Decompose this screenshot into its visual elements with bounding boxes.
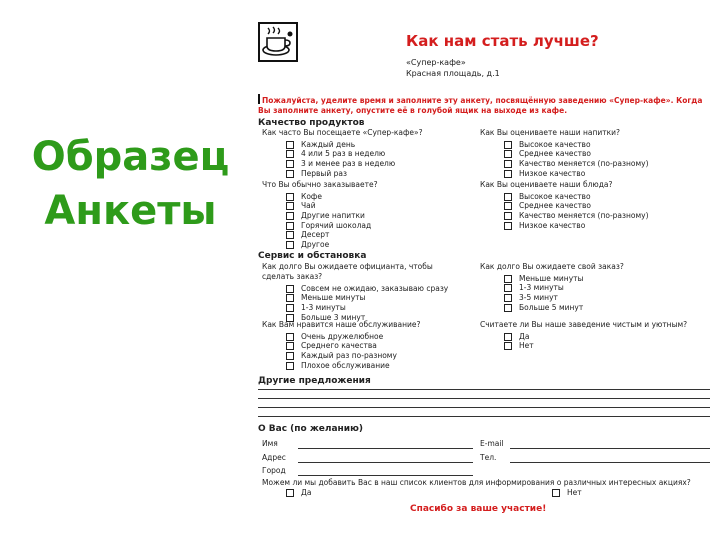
option[interactable]: 4 или 5 раз в неделю [262, 150, 477, 160]
option[interactable]: Каждый раз по-разному [262, 351, 477, 361]
consent-no-option[interactable]: Нет [552, 488, 582, 498]
checkbox[interactable] [286, 212, 294, 220]
question-text: Что Вы обычно заказываете? [262, 180, 378, 189]
form-title: Как нам стать лучше? [406, 32, 599, 50]
checkbox[interactable] [286, 170, 294, 178]
question-food-rating [480, 180, 695, 230]
option[interactable]: Меньше минуты [262, 294, 477, 304]
phone-field[interactable] [510, 462, 710, 463]
checkbox[interactable] [286, 342, 294, 350]
checkbox[interactable] [286, 362, 294, 370]
option[interactable]: Больше 3 минут [262, 313, 477, 323]
consent-yes-option[interactable]: Да [286, 488, 311, 498]
question-drinks-rating [480, 128, 695, 178]
question-text: Как долго Вы ожидаете официанта, чтобы [262, 262, 433, 271]
option[interactable]: Среднее качество [480, 202, 695, 212]
option[interactable]: 3 и менее раз в неделю [262, 159, 477, 169]
checkbox[interactable] [286, 222, 294, 230]
survey-form [248, 14, 713, 534]
city-label: Город [262, 466, 286, 475]
option[interactable]: Нет [480, 342, 695, 352]
checkbox[interactable] [504, 141, 512, 149]
option[interactable]: Другие напитки [262, 211, 477, 221]
question-text: Как долго Вы ожидаете свой заказ? [480, 262, 624, 271]
intro-text [258, 94, 708, 116]
checkbox[interactable] [504, 170, 512, 178]
checkbox[interactable] [286, 333, 294, 341]
checkbox[interactable] [286, 241, 294, 249]
section-service: Сервис и обстановка [258, 251, 367, 261]
section-about-you: О Вас (по желанию) [258, 424, 363, 434]
question-visit-frequency [262, 128, 477, 178]
cafe-name: «Супер-кафе» [406, 58, 466, 67]
suggestion-line[interactable] [258, 389, 710, 390]
checkbox[interactable] [286, 285, 294, 293]
option[interactable]: Чай [262, 202, 477, 212]
coffee-cup-logo-icon [258, 22, 298, 62]
address-label: Адрес [262, 453, 286, 462]
option[interactable]: Да [480, 332, 695, 342]
email-label: E-mail [480, 439, 504, 448]
question-text: Как Вы оцениваете наши блюда? [480, 180, 613, 189]
option[interactable]: Среднее качество [480, 150, 695, 160]
email-field[interactable] [510, 448, 710, 449]
checkbox[interactable] [552, 489, 560, 497]
option[interactable]: Совсем не ожидаю, заказываю сразу [262, 284, 477, 294]
checkbox[interactable] [504, 202, 512, 210]
checkbox[interactable] [286, 160, 294, 168]
option[interactable]: Низкое качество [480, 169, 695, 179]
checkbox[interactable] [504, 222, 512, 230]
thanks-message: Спасибо за ваше участие! [410, 504, 547, 514]
option[interactable]: Низкое качество [480, 221, 695, 231]
name-field[interactable] [298, 448, 473, 449]
checkbox[interactable] [504, 193, 512, 201]
option[interactable]: Очень дружелюбное [262, 332, 477, 342]
section-product-quality: Качество продуктов [258, 118, 365, 128]
question-waiter-wait [262, 262, 477, 322]
checkbox[interactable] [286, 141, 294, 149]
checkbox[interactable] [286, 489, 294, 497]
cafe-address: Красная площадь, д.1 [406, 69, 500, 78]
checkbox[interactable] [504, 284, 512, 292]
question-text: Как Вы оцениваете наши напитки? [480, 128, 621, 137]
checkbox[interactable] [504, 275, 512, 283]
option[interactable]: 3-5 минут [480, 293, 695, 303]
option[interactable]: Среднего качества [262, 342, 477, 352]
option[interactable]: Горячий шоколад [262, 221, 477, 231]
option[interactable]: Плохое обслуживание [262, 361, 477, 371]
checkbox[interactable] [286, 150, 294, 158]
option[interactable]: Кофе [262, 192, 477, 202]
city-field[interactable] [298, 475, 473, 476]
checkbox[interactable] [286, 202, 294, 210]
checkbox[interactable] [504, 342, 512, 350]
checkbox[interactable] [504, 150, 512, 158]
option[interactable]: Качество меняется (по-разному) [480, 159, 695, 169]
checkbox[interactable] [504, 160, 512, 168]
slide-title-line-2: Анкеты [44, 188, 217, 234]
suggestion-line[interactable] [258, 407, 710, 408]
intro-text-content: Пожалуйста, уделите время и заполните эту анкету, посвящённую заведению «Супер-кафе». Когда Вы заполните анкету, опустите её в голубой ящик на выходе из кафе. [258, 96, 703, 115]
checkbox[interactable] [504, 212, 512, 220]
question-text: Как часто Вы посещаете «Супер-кафе»? [262, 128, 423, 137]
consent-question: Можем ли мы добавить Вас в наш список клиентов для информирования о различных интересных акциях? [262, 478, 691, 487]
checkbox[interactable] [286, 231, 294, 239]
slide-title-line-1: Образец [31, 134, 230, 180]
suggestion-line[interactable] [258, 398, 710, 399]
option[interactable]: Высокое качество [480, 192, 695, 202]
checkbox[interactable] [286, 304, 294, 312]
question-text: Считаете ли Вы наше заведение чистым и уютным? [480, 320, 688, 329]
checkbox[interactable] [286, 193, 294, 201]
address-field[interactable] [298, 462, 473, 463]
option[interactable]: Больше 5 минут [480, 303, 695, 313]
question-order-wait [480, 262, 695, 312]
option[interactable]: Качество меняется (по-разному) [480, 211, 695, 221]
option[interactable]: Меньше минуты [480, 274, 695, 284]
name-label: Имя [262, 439, 278, 448]
option[interactable]: Другое [262, 240, 477, 250]
checkbox[interactable] [504, 333, 512, 341]
checkbox[interactable] [286, 352, 294, 360]
checkbox[interactable] [504, 304, 512, 312]
slide-title [28, 130, 233, 238]
question-cleanliness [480, 320, 695, 351]
checkbox[interactable] [504, 294, 512, 302]
question-usual-order [262, 180, 477, 250]
question-text: Как Вам нравится наше обслуживание? [262, 320, 421, 329]
checkbox[interactable] [286, 294, 294, 302]
option[interactable]: Каждый день [262, 140, 477, 150]
phone-label: Тел. [480, 453, 497, 462]
option[interactable]: Десерт [262, 230, 477, 240]
option[interactable]: 1-3 минуты [480, 284, 695, 294]
section-other-suggestions: Другие предложения [258, 376, 371, 386]
suggestion-line[interactable] [258, 416, 710, 417]
option[interactable]: Высокое качество [480, 140, 695, 150]
question-text-continued: сделать заказ? [262, 272, 323, 281]
option[interactable]: 1-3 минуты [262, 303, 477, 313]
option[interactable]: Первый раз [262, 169, 477, 179]
question-service-rating [262, 320, 477, 370]
